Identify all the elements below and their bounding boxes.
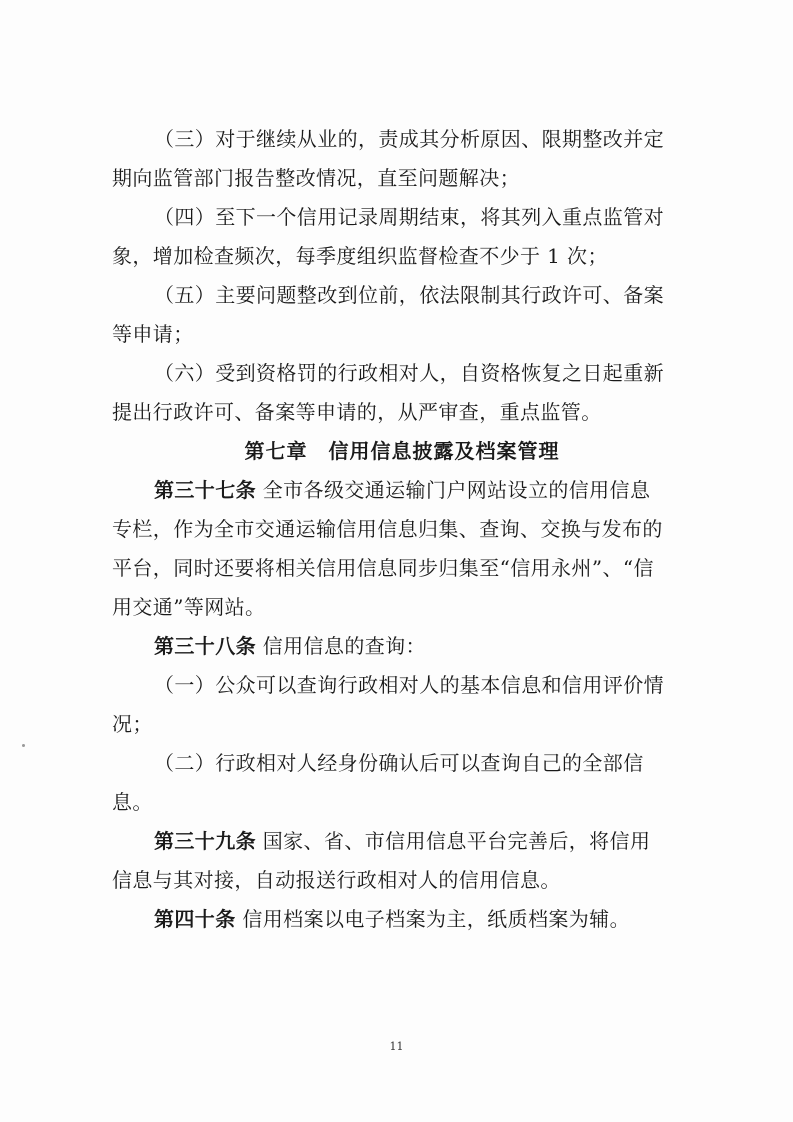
- text-line: 息。: [112, 790, 153, 814]
- text-line: [112, 627, 692, 666]
- text-line: 专栏，作为全市交通运输信用信息归集、查询、交换与发布的: [112, 517, 663, 541]
- article-40: [112, 900, 692, 939]
- text-line: [112, 900, 692, 939]
- article-37: [112, 471, 692, 627]
- article-label: 第四十条: [154, 907, 236, 931]
- paragraph-item-3: [112, 120, 692, 198]
- text-line: 象，增加检查频次，每季度组织监督检查不少于 1 次；: [112, 244, 608, 268]
- text-line: 等申请；: [112, 322, 194, 346]
- article-text: 信用档案以电子档案为主，纸质档案为辅。: [235, 907, 630, 931]
- article-label: 第三十八条: [154, 634, 256, 658]
- text-line: 况；: [112, 712, 153, 736]
- body-text: [112, 120, 692, 939]
- scan-speck: [22, 744, 25, 747]
- text-line: （二）行政相对人经身份确认后可以查询自己的全部信: [154, 751, 644, 775]
- article-label: 第三十九条: [154, 829, 256, 853]
- chapter-heading: 第七章 信用信息披露及档案管理: [244, 439, 560, 463]
- text-line: 信息与其对接，自动报送行政相对人的信用信息。: [112, 868, 561, 892]
- article-39: [112, 822, 692, 900]
- text-line: （五）主要问题整改到位前，依法限制其行政许可、备案: [154, 283, 664, 307]
- text-line: [112, 822, 692, 861]
- text-line: 平台，同时还要将相关信用信息同步归集至“信用永州”、“信: [112, 556, 654, 580]
- text-line: 用交通”等网站。: [112, 595, 266, 619]
- paragraph-item-6: [112, 354, 692, 432]
- page-number: 11: [389, 1040, 404, 1053]
- paragraph-item-4: [112, 198, 692, 276]
- text-line: 提出行政许可、备案等申请的，从严审查，重点监管。: [112, 400, 602, 424]
- text-line: （六）受到资格罚的行政相对人，自资格恢复之日起重新: [154, 361, 664, 385]
- text-line: 期向监管部门报告整改情况，直至问题解决；: [112, 166, 520, 190]
- text-line: （四）至下一个信用记录周期结束，将其列入重点监管对: [154, 205, 664, 229]
- article-text: 信用信息的查询：: [256, 634, 426, 658]
- article-38: [112, 627, 692, 822]
- text-line: [112, 471, 692, 510]
- text-line: （三）对于继续从业的，责成其分析原因、限期整改并定: [154, 127, 664, 151]
- article-label: 第三十七条: [154, 478, 256, 502]
- paragraph-item-5: [112, 276, 692, 354]
- text-line: （一）公众可以查询行政相对人的基本信息和信用评价情: [154, 673, 664, 697]
- article-text: 全市各级交通运输门户网站设立的信用信息: [256, 478, 651, 502]
- article-text: 国家、省、市信用信息平台完善后，将信用: [256, 829, 651, 853]
